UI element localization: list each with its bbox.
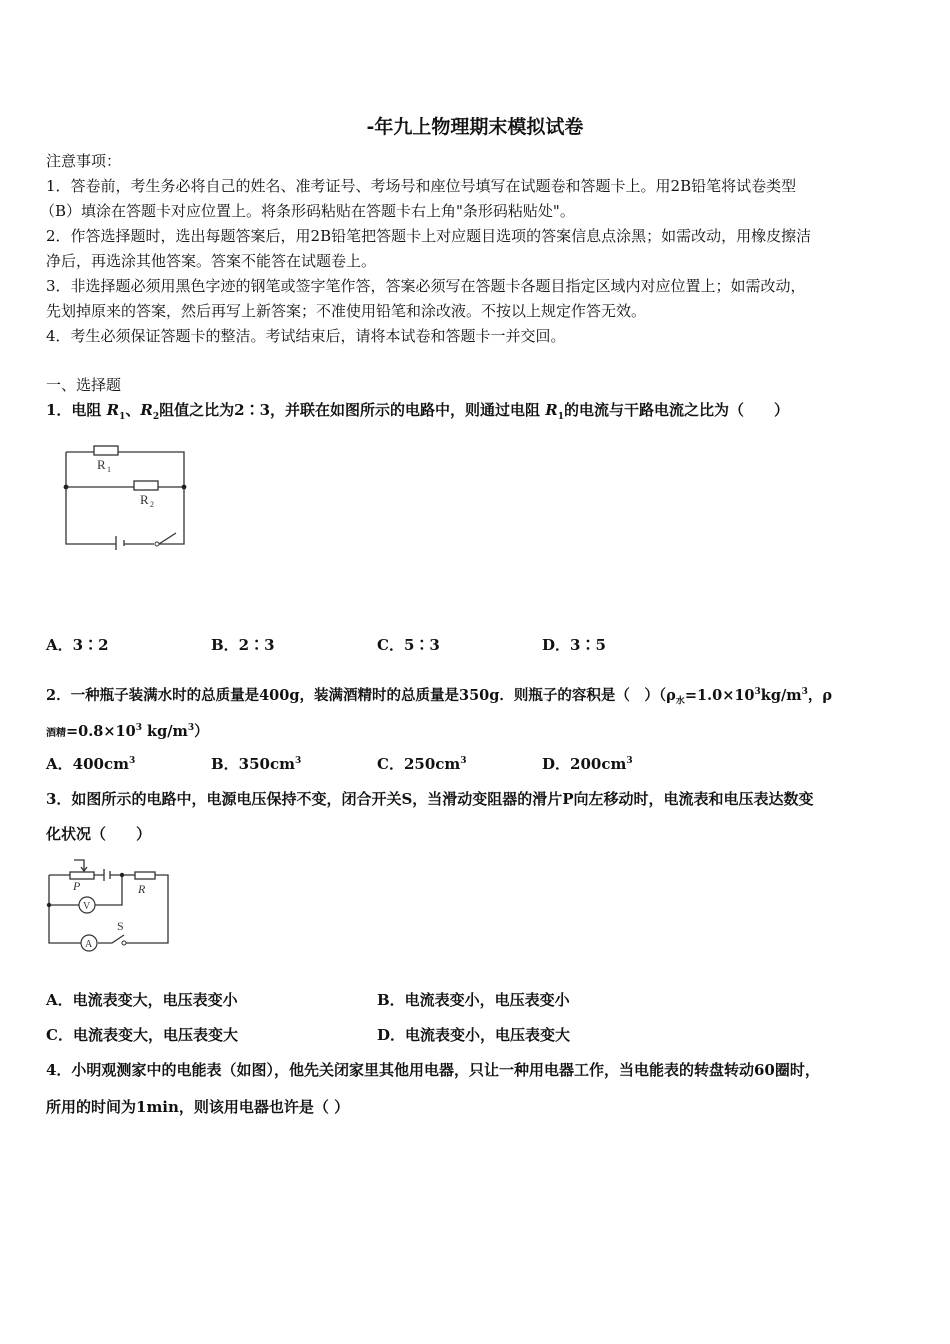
q3-option-b: B．电流表变小，电压表变小 <box>377 991 570 1009</box>
question-4-stem: 4．小明观测家中的电能表（如图），他先关闭家里其他用电器，只让一种用电器工作，当电能表的转盘转动60圈时， <box>46 1061 820 1079</box>
q2-option-d: D．$200cm^3$ <box>542 755 633 773</box>
q3-circuit-diagram <box>44 857 176 952</box>
q1-option-b: B．2∶3 <box>211 636 275 654</box>
section-heading: 一、选择题 <box>46 376 122 394</box>
q3-option-d: D．电流表变小，电压表变大 <box>377 1026 571 1044</box>
q1-option-d: D．3∶5 <box>542 636 606 654</box>
q2-option-c: C．$250cm^3$ <box>377 755 467 773</box>
q1-circuit-diagram <box>60 440 195 550</box>
q3-voltmeter-label: V <box>83 901 91 912</box>
q2-option-a: A．$400cm^3$ <box>46 755 136 773</box>
notice-line: 2．作答选择题时，选出每题答案后，用2B铅笔把答题卡上对应题目选项的答案信息点涂黑；如需改动，用橡皮擦洁 <box>46 227 812 245</box>
question-2-stem-cont: 酒精$=0.8\times 10^3$ $kg/m^3$） <box>46 722 209 740</box>
q1-option-c: C．5∶3 <box>377 636 440 654</box>
q1-r1-label: R <box>97 457 106 472</box>
notice-line: （B）填涂在答题卡对应位置上。将条形码粘贴在答题卡右上角"条形码粘贴处"。 <box>40 202 575 220</box>
q1-option-a: A．3∶2 <box>46 636 109 654</box>
notice-line: 1．答卷前，考生务必将自己的姓名、准考证号、考场号和座位号填写在试题卷和答题卡上。用2B铅笔将试卷类型 <box>46 177 797 195</box>
q3-ammeter-label: A <box>85 939 93 950</box>
q1-r1-subscript: 1 <box>107 465 111 474</box>
question-2-stem: 2．一种瓶子装满水时的总质量是400g，装满酒精时的总质量是350g．则瓶子的容积是（ ）（$\rho_水=1.0\times 10^3kg/m^3$，ρ <box>46 686 833 707</box>
q3-resistor-label: R <box>138 882 146 896</box>
q3-switch-label: S <box>117 919 124 933</box>
notice-line: 4．考生必须保证答题卡的整洁。考试结束后，请将本试卷和答题卡一并交回。 <box>46 327 566 345</box>
question-4-stem-cont: 所用的时间为1min，则该用电器也许是（ ） <box>46 1098 350 1116</box>
notice-heading: 注意事项： <box>46 152 122 170</box>
q3-option-a: A．电流表变大，电压表变小 <box>46 991 238 1009</box>
q1-r2-subscript: 2 <box>150 500 154 509</box>
page-title: -年九上物理期末模拟试卷 <box>366 116 584 138</box>
q3-slider-label: P <box>73 879 81 893</box>
question-3-stem: 3．如图所示的电路中，电源电压保持不变，闭合开关S，当滑动变阻器的滑片P向左移动时，电流表和电压表达数变 <box>46 790 814 808</box>
notice-line: 先划掉原来的答案，然后再写上新答案；不准使用铅笔和涂改液。不按以上规定作答无效。 <box>46 302 647 320</box>
q3-option-c: C．电流表变大，电压表变大 <box>46 1026 238 1044</box>
q2-option-b: B．$350cm^3$ <box>211 755 302 773</box>
q1-r2-label: R <box>140 492 149 507</box>
notice-line: 净后，再选涂其他答案。答案不能答在试题卷上。 <box>46 252 377 270</box>
question-3-stem-cont: 化状况（ ） <box>46 825 152 843</box>
question-1-stem: 1．电阻 $R_1$、$R_2$阻值之比为2∶3，并联在如图所示的电路中，则通过电阻 $R_1$的电流与干路电流之比为（ ） <box>46 401 790 422</box>
notice-line: 3．非选择题必须用黑色字迹的钢笔或签字笔作答，答案必须写在答题卡各题目指定区域内对应位置上；如需改动， <box>46 277 806 295</box>
